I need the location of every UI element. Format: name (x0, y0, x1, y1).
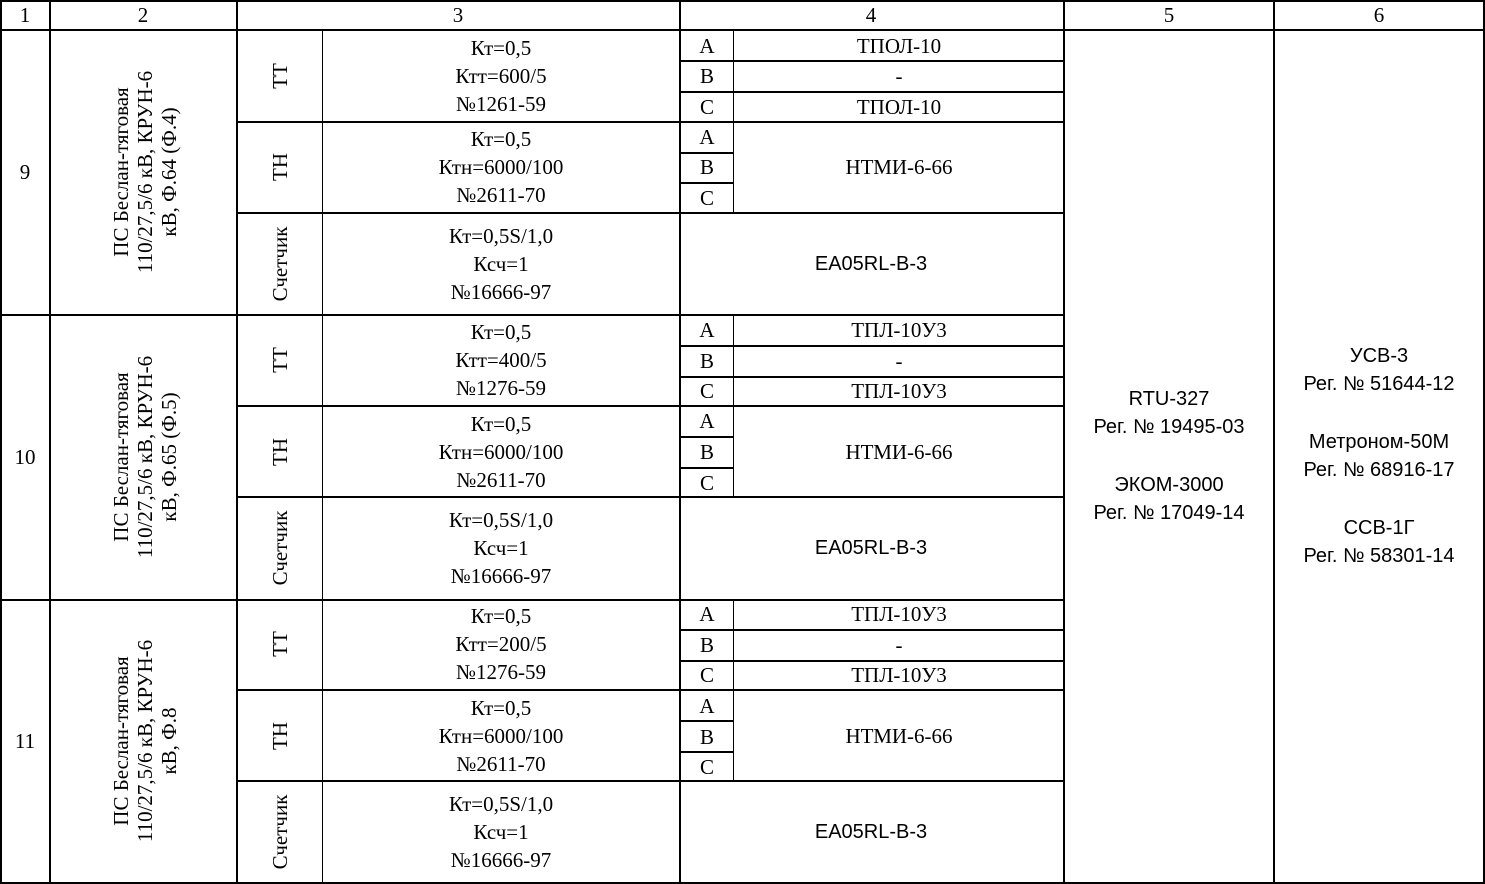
tt-type-b: - (895, 633, 903, 657)
row-number: 10 (14, 445, 36, 469)
header-col-3: 3 (452, 3, 464, 27)
tt-type-c: ТПЛ-10У3 (851, 663, 947, 687)
meter-params: Кт=0,5S/1,0 Ксч=1 №16666-97 (448, 224, 554, 304)
row-number: 11 (14, 729, 36, 753)
meter-type: EA05RL-B-3 (814, 537, 928, 559)
phase-b: B (699, 349, 715, 373)
tt-type-a: ТПОЛ-10 (856, 34, 942, 58)
tt-params: Кт=0,5 Ктт=200/5 №1276-59 (455, 604, 547, 684)
tn-label: ТН (268, 153, 292, 181)
col6-time-sync-list: УСВ-3 Рег. № 51644-12 Метроном-50М Рег. № 68916-17 ССВ-1Г Рег. № 58301-14 (1303, 345, 1455, 567)
phase-c: C (699, 663, 715, 687)
tt-type-c: ТПОЛ-10 (856, 95, 942, 119)
phase-b: B (699, 155, 715, 179)
meter-label: Счетчик (268, 226, 292, 302)
tt-type-a: ТПЛ-10У3 (851, 318, 947, 342)
phase-c: C (699, 186, 715, 210)
tn-label: ТН (268, 438, 292, 466)
tt-label: ТТ (268, 63, 292, 89)
tt-label: ТТ (268, 631, 292, 657)
tt-params: Кт=0,5 Ктт=400/5 №1276-59 (455, 320, 547, 400)
phase-b: B (699, 64, 715, 88)
header-col-4: 4 (865, 3, 877, 27)
phase-a: A (699, 602, 715, 626)
tt-type-b: - (895, 349, 903, 373)
tn-params: Кт=0,5 Ктн=6000/100 №2611-70 (438, 696, 564, 776)
meter-params: Кт=0,5S/1,0 Ксч=1 №16666-97 (448, 508, 554, 588)
tt-type-b: - (895, 64, 903, 88)
object-name: ПС Беслан-тяговая 110/27,5/6 кВ, КРУН-6 кВ, Ф.65 (Ф.5) (109, 355, 181, 559)
meter-params: Кт=0,5S/1,0 Ксч=1 №16666-97 (448, 792, 554, 872)
phase-b: B (699, 725, 715, 749)
tn-params: Кт=0,5 Ктн=6000/100 №2611-70 (438, 412, 564, 492)
phase-a: A (699, 318, 715, 342)
meter-label: Счетчик (268, 794, 292, 870)
tt-type-c: ТПЛ-10У3 (851, 379, 947, 403)
tt-type-a: ТПЛ-10У3 (851, 602, 947, 626)
phase-b: B (699, 440, 715, 464)
row-number: 9 (19, 160, 31, 184)
phase-c: C (699, 95, 715, 119)
phase-a: A (699, 694, 715, 718)
header-col-6: 6 (1373, 3, 1385, 27)
phase-c: C (699, 471, 715, 495)
tn-type: НТМИ-6-66 (845, 440, 953, 464)
phase-a: A (699, 409, 715, 433)
meter-type: EA05RL-B-3 (814, 253, 928, 275)
header-col-1: 1 (19, 3, 31, 27)
object-name: ПС Беслан-тяговая 110/27,5/6 кВ, КРУН-6 кВ, Ф.8 (109, 639, 181, 843)
phase-a: A (699, 34, 715, 58)
tn-type: НТМИ-6-66 (845, 724, 953, 748)
phase-a: A (699, 125, 715, 149)
phase-c: C (699, 755, 715, 779)
tt-label: ТТ (268, 347, 292, 373)
tn-type: НТМИ-6-66 (845, 155, 953, 179)
object-name: ПС Беслан-тяговая 110/27,5/6 кВ, КРУН-6 кВ, Ф.64 (Ф.4) (109, 70, 181, 274)
col5-uspd-list: RTU-327 Рег. № 19495-03 ЭКОМ-3000 Рег. № 17049-14 (1093, 388, 1245, 524)
header-col-5: 5 (1163, 3, 1175, 27)
header-col-2: 2 (137, 3, 149, 27)
phase-b: B (699, 633, 715, 657)
tn-params: Кт=0,5 Ктн=6000/100 №2611-70 (438, 127, 564, 207)
tn-label: ТН (268, 722, 292, 750)
meter-type: EA05RL-B-3 (814, 821, 928, 843)
phase-c: C (699, 379, 715, 403)
tt-params: Кт=0,5 Ктт=600/5 №1261-59 (455, 36, 547, 116)
meter-label: Счетчик (268, 510, 292, 586)
